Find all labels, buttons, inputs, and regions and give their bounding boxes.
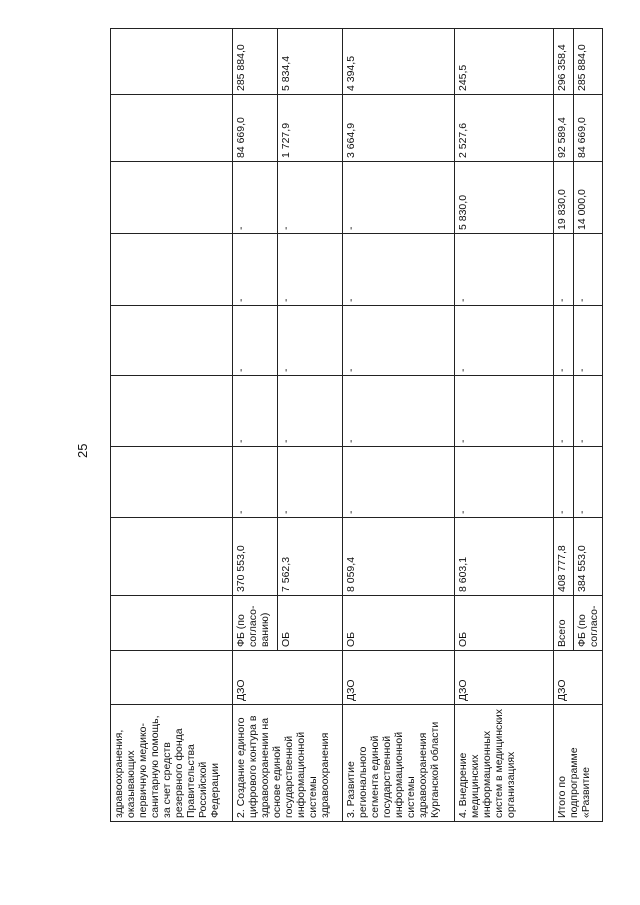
- row-value: 5 830,0: [455, 162, 554, 234]
- row-value: [111, 447, 233, 518]
- row-value: -: [343, 234, 455, 306]
- table-row: [554, 29, 574, 822]
- row-value: 370 553,0: [233, 518, 278, 596]
- row-value: -: [554, 376, 574, 447]
- row-executor: ДЗО: [343, 651, 455, 705]
- row-value: [111, 29, 233, 95]
- table-row: [343, 29, 455, 822]
- row-value: 14 000,0: [574, 162, 603, 234]
- table-wrapper: [110, 29, 600, 822]
- row-source: [111, 596, 233, 651]
- table-row: [111, 29, 233, 822]
- row-value: -: [343, 376, 455, 447]
- row-value: -: [574, 306, 603, 376]
- row-value: -: [233, 306, 278, 376]
- row-source: Всего: [554, 596, 574, 651]
- row-name: здравоохранения, оказывающих первичную медико-санитарную помощь, за счет средств резервного фонда Правительства Российской Федерации: [111, 705, 233, 822]
- row-name: Итого по подпрограмме «Развитие: [554, 705, 603, 822]
- row-value: 7 562,3: [278, 518, 343, 596]
- row-value: 1 727,9: [278, 95, 343, 162]
- row-name: 2. Создание единого цифрового контура в здравоохранении на основе единой государственной информационной системы здравоохранения: [233, 705, 343, 822]
- row-value: [111, 376, 233, 447]
- row-value: [111, 306, 233, 376]
- row-source: ФБ (по согласо-ванию): [233, 596, 278, 651]
- row-value: -: [278, 306, 343, 376]
- row-value: -: [233, 162, 278, 234]
- row-value: 285 884,0: [574, 29, 603, 95]
- row-executor: ДЗО: [233, 651, 343, 705]
- row-value: -: [455, 234, 554, 306]
- row-value: -: [455, 447, 554, 518]
- page-number: 25: [75, 443, 90, 458]
- row-value: -: [233, 376, 278, 447]
- row-value: -: [574, 376, 603, 447]
- row-name: 3. Развитие регионального сегмента единой государственной информационной системы здравоохранения Курганской области: [343, 705, 455, 822]
- row-value: -: [343, 306, 455, 376]
- row-source: ФБ (по согласо-: [574, 596, 603, 651]
- row-value: 245,5: [455, 29, 554, 95]
- row-value: 285 884,0: [233, 29, 278, 95]
- row-value: 19 830,0: [554, 162, 574, 234]
- row-value: -: [343, 447, 455, 518]
- row-source: ОБ: [455, 596, 554, 651]
- row-value: 84 669,0: [574, 95, 603, 162]
- table-body: [111, 29, 603, 822]
- row-value: -: [554, 306, 574, 376]
- row-value: -: [343, 162, 455, 234]
- row-value: -: [574, 234, 603, 306]
- row-value: -: [278, 162, 343, 234]
- row-value: -: [278, 447, 343, 518]
- row-value: [111, 162, 233, 234]
- row-value: 3 664,9: [343, 95, 455, 162]
- row-value: -: [233, 447, 278, 518]
- row-source: ОБ: [343, 596, 455, 651]
- row-value: -: [554, 447, 574, 518]
- row-value: 4 394,5: [343, 29, 455, 95]
- table-row: [233, 29, 278, 822]
- row-value: -: [278, 234, 343, 306]
- row-value: 84 669,0: [233, 95, 278, 162]
- row-executor: ДЗО: [554, 651, 603, 705]
- row-value: 2 527,6: [455, 95, 554, 162]
- table-row: [455, 29, 554, 822]
- row-source: ОБ: [278, 596, 343, 651]
- row-value: 408 777,8: [554, 518, 574, 596]
- row-value: -: [278, 376, 343, 447]
- row-value: 8 059,4: [343, 518, 455, 596]
- row-value: -: [574, 447, 603, 518]
- budget-table: [110, 28, 603, 822]
- row-value: 8 603,1: [455, 518, 554, 596]
- row-value: [111, 234, 233, 306]
- row-executor: ДЗО: [455, 651, 554, 705]
- row-name: 4. Внедрение медицинских информационных систем в медицинских организациях: [455, 705, 554, 822]
- row-value: 92 589,4: [554, 95, 574, 162]
- row-value: -: [455, 376, 554, 447]
- row-value: 296 358,4: [554, 29, 574, 95]
- row-value: -: [455, 306, 554, 376]
- row-value: 384 553,0: [574, 518, 603, 596]
- row-value: -: [554, 234, 574, 306]
- row-value: [111, 95, 233, 162]
- row-value: 5 834,4: [278, 29, 343, 95]
- row-executor: [111, 651, 233, 705]
- row-value: -: [233, 234, 278, 306]
- row-value: [111, 518, 233, 596]
